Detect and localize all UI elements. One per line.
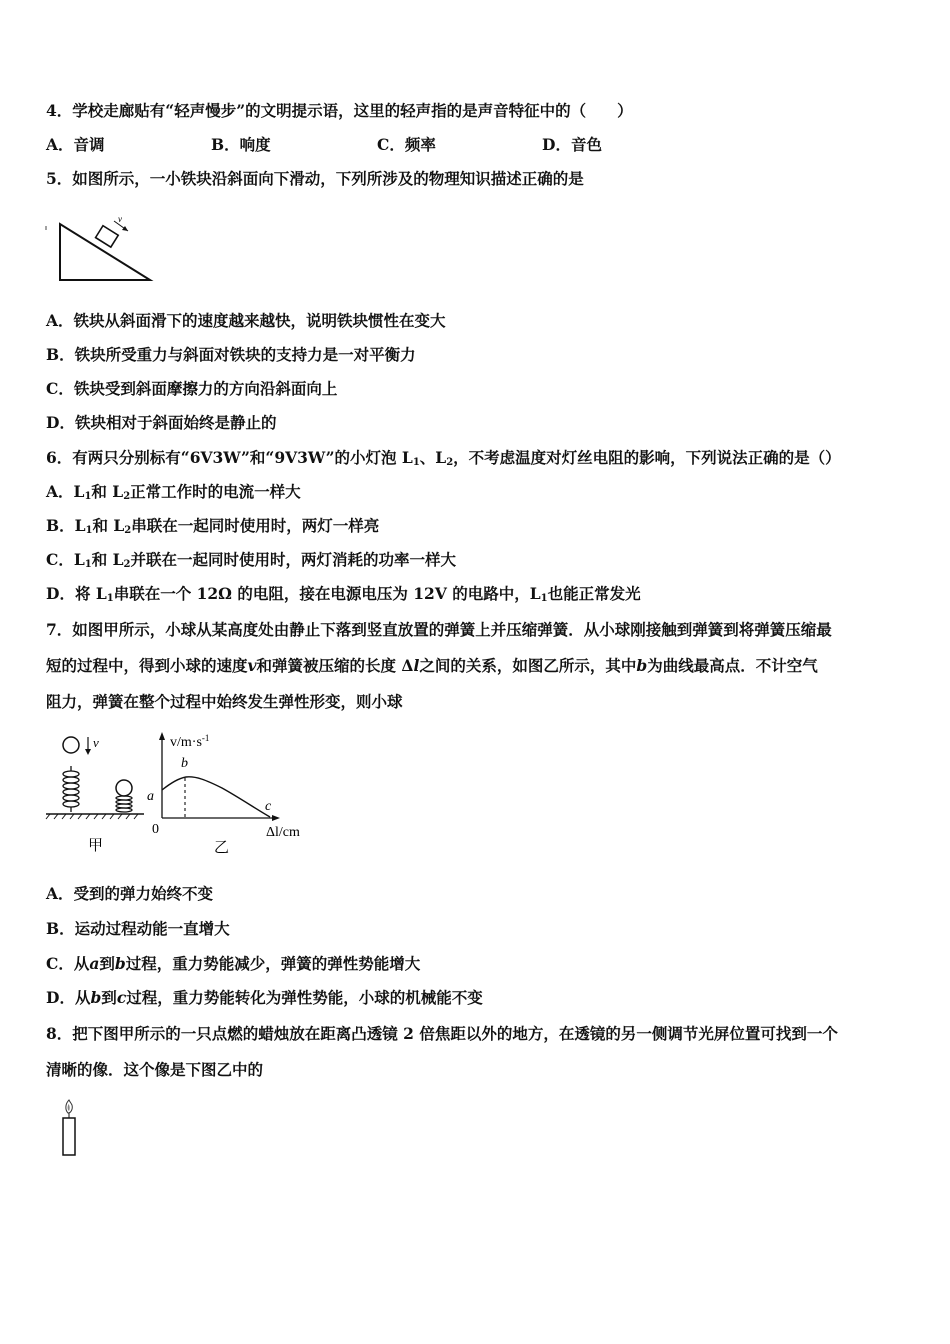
velocity-curve xyxy=(162,777,270,817)
q5-stem: 5．如图所示，一小铁块沿斜面向下滑动，下列所涉及的物理知识描述正确的是 xyxy=(46,169,584,188)
v-label: v xyxy=(93,735,99,750)
x-arrow xyxy=(272,815,280,821)
point-a-label: a xyxy=(147,789,154,804)
q5-option-d: D．铁块相对于斜面始终是静止的 xyxy=(46,413,277,432)
spring-graph-figure xyxy=(44,726,324,858)
origin-label: 0 xyxy=(152,822,159,837)
q6-option-c: C．$L_1$和 $L_2$并联在一起同时使用时，两灯消耗的功率一样大 xyxy=(46,550,456,570)
y-arrow xyxy=(159,732,165,740)
x-axis-label: Δl/cm xyxy=(266,825,300,840)
label-yi: 乙 xyxy=(214,840,230,856)
tall-spring xyxy=(63,766,79,812)
iron-block xyxy=(96,226,119,247)
point-b-label: b xyxy=(181,756,188,771)
y-axis-label: $v/m\cdot s^{-1}$ xyxy=(170,733,210,750)
q7-line3: 阻力，弹簧在整个过程中始终发生弹性形变，则小球 xyxy=(46,692,403,711)
q7-option-c: C．从a到b过程，重力势能减少，弹簧的弹性势能增大 xyxy=(46,954,421,973)
incline-figure xyxy=(44,212,159,284)
q4-option-b: B．响度 xyxy=(211,135,271,154)
candle-figure xyxy=(56,1096,84,1158)
velocity-label: v xyxy=(118,214,122,224)
q6-stem: 6．有两只分别标有“6V3W”和“9V3W”的小灯泡 $L_1$、$L_2$，不考虑温度对灯丝电阻的影响，下列说法正确的是（） xyxy=(46,448,841,468)
q6-option-a: A．$L_1$和 $L_2$正常工作时的电流一样大 xyxy=(46,482,301,502)
q6-option-d: D．将 $L_1$串联在一个 12Ω 的电阻，接在电源电压为 12V 的电路中，$L_1$也能正常发光 xyxy=(46,584,641,604)
q4-option-c: C．频率 xyxy=(377,135,436,154)
q7-option-a: A．受到的弹力始终不变 xyxy=(46,884,214,903)
q7-option-b: B．运动过程动能一直增大 xyxy=(46,919,230,938)
q5-option-a: A．铁块从斜面滑下的速度越来越快，说明铁块惯性在变大 xyxy=(46,311,446,330)
q4-stem: 4．学校走廊贴有“轻声慢步”的文明提示语，这里的轻声指的是声音特征中的（ ） xyxy=(46,101,633,120)
flame-core xyxy=(68,1104,70,1111)
candle-body xyxy=(63,1118,75,1155)
label-jia: 甲 xyxy=(88,838,104,854)
point-c-label: c xyxy=(265,799,272,814)
q6-option-b: B．$L_1$和 $L_2$串联在一起同时使用时，两灯一样亮 xyxy=(46,516,380,536)
q8-line2: 清晰的像．这个像是下图乙中的 xyxy=(46,1060,264,1079)
q4-option-d: D．音色 xyxy=(542,135,602,154)
q7-line2: 短的过程中，得到小球的速度v和弹簧被压缩的长度 Δl之间的关系，如图乙所示，其中b为曲线最高点．不计空气 xyxy=(46,656,818,675)
q7-option-d: D．从b到c过程，重力势能转化为弹性势能，小球的机械能不变 xyxy=(46,988,483,1007)
q7-line1: 7．如图甲所示，小球从某高度处由静止下落到竖直放置的弹簧上并压缩弹簧．从小球刚接触到弹簧到将弹簧压缩最 xyxy=(46,620,832,639)
resting-ball xyxy=(116,780,132,796)
falling-ball xyxy=(63,737,79,753)
q4-option-a: A．音调 xyxy=(46,135,105,154)
arrow-head xyxy=(85,749,91,755)
q5-option-b: B．铁块所受重力与斜面对铁块的支持力是一对平衡力 xyxy=(46,345,416,364)
compressed-spring xyxy=(116,796,132,812)
q5-option-c: C．铁块受到斜面摩擦力的方向沿斜面向上 xyxy=(46,379,338,398)
q8-line1: 8．把下图甲所示的一只点燃的蜡烛放在距离凸透镜 2 倍焦距以外的地方，在透镜的另一侧调节光屏位置可找到一个 xyxy=(46,1024,838,1043)
